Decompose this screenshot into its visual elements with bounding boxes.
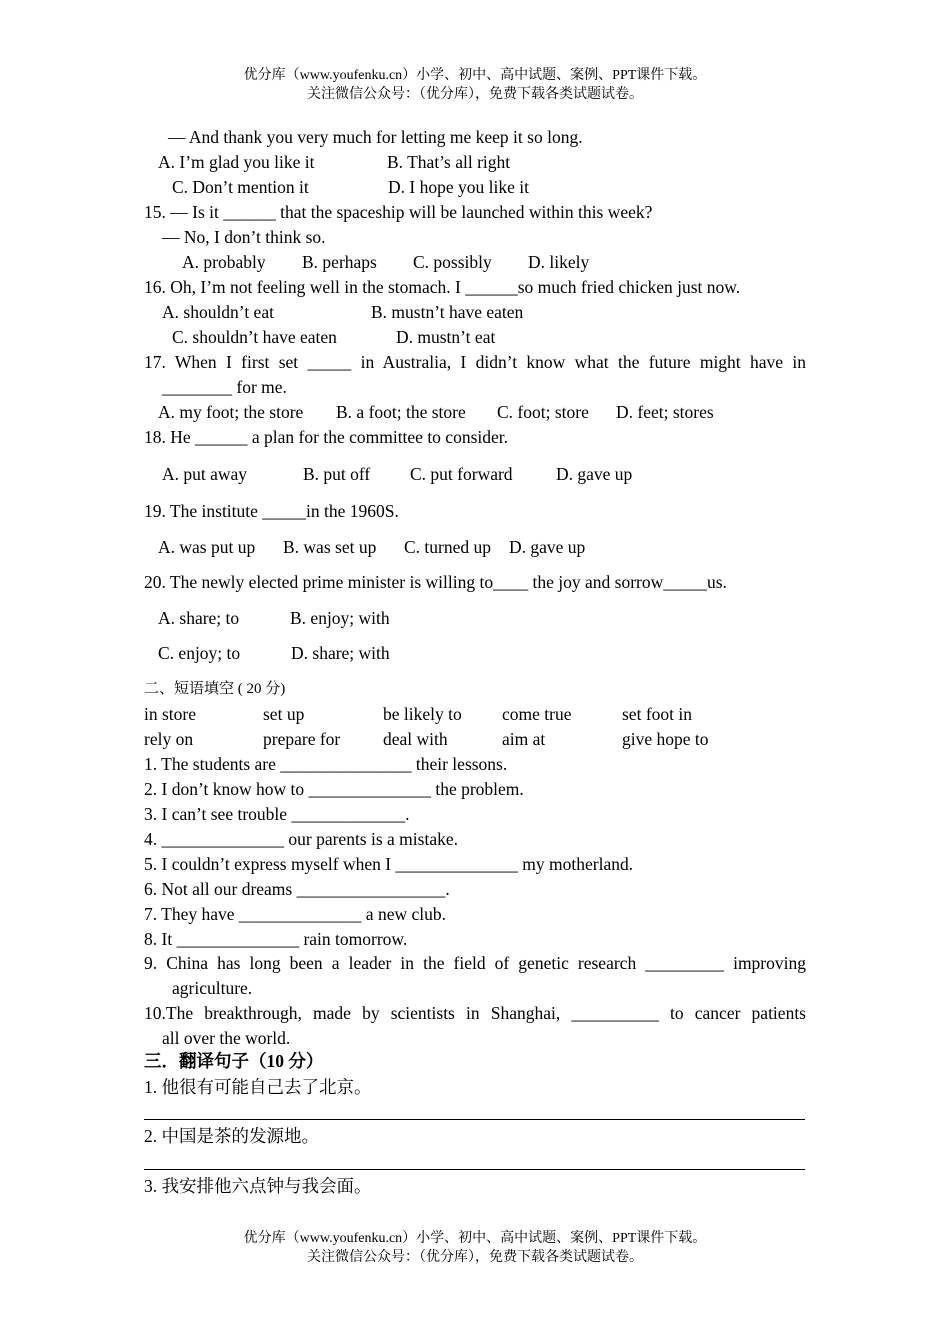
q16-option-c: C. shouldn’t have eaten <box>172 327 337 347</box>
q19-option-c: C. turned up <box>404 537 492 557</box>
q20-option-b: B. enjoy; with <box>290 608 390 628</box>
q17-option-b: B. a foot; the store <box>336 402 466 422</box>
q16-stem: 16. Oh, I’m not feeling well in the stomach. I ______so much fried chicken just now. <box>144 277 741 297</box>
phrase-bank-item: in store <box>144 704 197 724</box>
q16-option-b: B. mustn’t have eaten <box>371 302 524 322</box>
answer-line <box>144 1119 805 1120</box>
fill-item-10-continued: all over the world. <box>162 1028 291 1048</box>
q18-option-b: B. put off <box>303 464 371 484</box>
q20-option-a: A. share; to <box>158 608 240 628</box>
section3-title: 三．翻译句子（10 分） <box>144 1051 324 1071</box>
translation-item-2: 2. 中国是茶的发源地。 <box>144 1126 319 1146</box>
q17-stem-continued: ________ for me. <box>162 377 287 397</box>
q14-option-b: B. That’s all right <box>387 152 511 172</box>
q18-option-d: D. gave up <box>556 464 633 484</box>
fill-item-6: 6. Not all our dreams _________________. <box>144 879 450 899</box>
fill-item-7: 7. They have ______________ a new club. <box>144 904 446 924</box>
q18-option-a: A. put away <box>162 464 248 484</box>
fill-item-4: 4. ______________ our parents is a mistake. <box>144 829 458 849</box>
q14-option-a: A. I’m glad you like it <box>158 152 315 172</box>
q19-option-b: B. was set up <box>283 537 377 557</box>
page-footer-line2: 关注微信公众号：（优分库），免费下载各类试题试卷。 <box>307 1250 643 1265</box>
q20-stem: 20. The newly elected prime minister is willing to____ the joy and sorrow_____us. <box>144 572 727 592</box>
section2-title: 二、短语填空 ( 20 分) <box>144 681 286 697</box>
fill-item-9: 9. China has long been a leader in the field of genetic research _________ improving <box>144 953 806 973</box>
translation-item-1: 1. 他很有可能自己去了北京。 <box>144 1077 372 1097</box>
q15-reply: — No, I don’t think so. <box>162 227 326 247</box>
phrase-bank-item: rely on <box>144 729 194 749</box>
fill-item-8: 8. It ______________ rain tomorrow. <box>144 929 408 949</box>
phrase-bank-item: set up <box>263 704 305 724</box>
answer-line <box>144 1169 805 1170</box>
fill-item-3: 3. I can’t see trouble _____________. <box>144 804 410 824</box>
fill-item-1: 1. The students are _______________ their lessons. <box>144 754 508 774</box>
fill-item-9-continued: agriculture. <box>172 978 253 998</box>
q15-option-a: A. probably <box>182 252 266 272</box>
phrase-bank-item: aim at <box>502 729 546 749</box>
q16-option-d: D. mustn’t eat <box>396 327 496 347</box>
page-footer-line1: 优分库（www.youfenku.cn）小学、初中、高中试题、案例、PPT课件下载。 <box>243 1231 707 1246</box>
phrase-bank-item: come true <box>502 704 572 724</box>
q17-option-d: D. feet; stores <box>616 402 714 422</box>
q15-option-c: C. possibly <box>413 252 492 272</box>
q14-option-c: C. Don’t mention it <box>172 177 309 197</box>
q20-option-c: C. enjoy; to <box>158 643 241 663</box>
phrase-bank-item: prepare for <box>263 729 341 749</box>
q19-option-d: D. gave up <box>509 537 586 557</box>
page-header-line2: 关注微信公众号：（优分库），免费下载各类试题试卷。 <box>307 87 643 102</box>
fill-item-5: 5. I couldn’t express myself when I ______________ my motherland. <box>144 854 634 874</box>
translation-item-3: 3. 我安排他六点钟与我会面。 <box>144 1176 372 1196</box>
page-header-line1: 优分库（www.youfenku.cn）小学、初中、高中试题、案例、PPT课件下载。 <box>243 68 707 83</box>
q19-option-a: A. was put up <box>158 537 256 557</box>
fill-item-10: 10.The breakthrough, made by scientists in Shanghai, __________ to cancer patients <box>144 1003 806 1023</box>
q18-option-c: C. put forward <box>410 464 513 484</box>
q14-dialogue: — And thank you very much for letting me keep it so long. <box>168 127 583 147</box>
q14-option-d: D. I hope you like it <box>388 177 529 197</box>
phrase-bank-item: be likely to <box>383 704 462 724</box>
phrase-bank-item: set foot in <box>622 704 692 724</box>
q20-option-d: D. share; with <box>291 643 390 663</box>
phrase-bank-item: deal with <box>383 729 448 749</box>
q18-stem: 18. He ______ a plan for the committee to consider. <box>144 427 509 447</box>
q17-stem: 17. When I first set _____ in Australia, I didn’t know what the future might have in <box>144 352 806 372</box>
q19-stem: 19. The institute _____in the 1960S. <box>144 501 399 521</box>
q15-stem: 15. — Is it ______ that the spaceship will be launched within this week? <box>144 202 653 222</box>
q17-option-a: A. my foot; the store <box>158 402 304 422</box>
q15-option-d: D. likely <box>528 252 590 272</box>
q16-option-a: A. shouldn’t eat <box>162 302 274 322</box>
fill-item-2: 2. I don’t know how to ______________ the problem. <box>144 779 524 799</box>
q15-option-b: B. perhaps <box>302 252 377 272</box>
q17-option-c: C. foot; store <box>497 402 589 422</box>
phrase-bank-item: give hope to <box>622 729 709 749</box>
